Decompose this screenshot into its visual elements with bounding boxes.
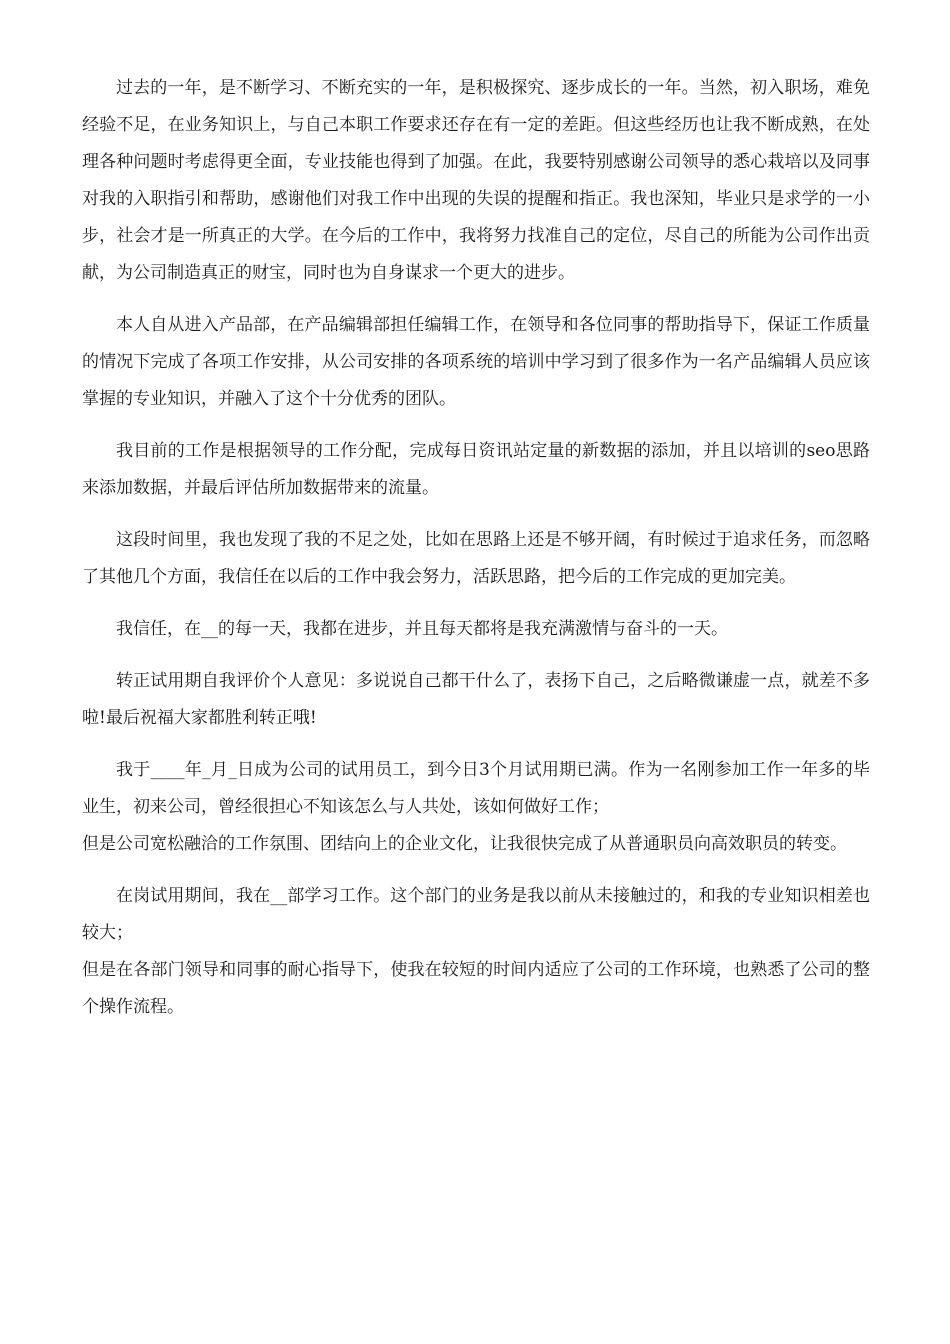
paragraph-1: 过去的一年，是不断学习、不断充实的一年，是积极探究、逐步成长的一年。当然，初入职场，难免经验不足，在业务知识上，与自己本职工作要求还存在有一定的差距。但这些经历也让我不断成熟，在处理各种问题时考虑得更全面，专业技能也得到了加强。在此，我要特别感谢公司领导的悉心栽培以及同事对我的入职指引和帮助，感谢他们对我工作中出现的失误的提醒和指正。我也深知，毕业只是求学的一小步，社会才是一所真正的大学。在今后的工作中，我将努力找准自己的定位，尽自己的所能为公司作出贡献，为公司制造真正的财宝，同时也为自身谋求一个更大的进步。 <box>82 78 870 283</box>
document-page <box>82 70 870 1041</box>
paragraph-8 <box>82 878 870 1026</box>
paragraph-5: 我信任，在__的每一天，我都在进步，并且每天都将是我充满激情与奋斗的一天。 <box>116 619 728 639</box>
paragraph-7 <box>82 752 870 863</box>
paragraph-7-part-2: 但是公司宽松融洽的工作氛围、团结向上的企业文化，让我很快完成了从普通职员向高效职员的转变。 <box>82 834 847 854</box>
paragraph-8-part-2: 但是在各部门领导和同事的耐心指导下，使我在较短的时间内适应了公司的工作环境，也熟悉了公司的整个操作流程。 <box>82 960 870 1017</box>
paragraph-7-part-1: 我于____年_月_日成为公司的试用员工，到今日3个月试用期已满。作为一名刚参加工作一年多的毕业生，初来公司，曾经很担心不知该怎么与人共处，该如何做好工作； <box>82 760 870 817</box>
paragraph-6: 转正试用期自我评价个人意见：多说说自己都干什么了，表扬下自己，之后略微谦虚一点，就差不多啦!最后祝福大家都胜利转正哦! <box>82 671 870 728</box>
paragraph-8-part-1: 在岗试用期间，我在__部学习工作。这个部门的业务是我以前从未接触过的，和我的专业知识相差也较大； <box>82 886 870 943</box>
paragraph-3: 我目前的工作是根据领导的工作分配，完成每日资讯站定量的新数据的添加，并且以培训的seo思路来添加数据，并最后评估所加数据带来的流量。 <box>82 441 870 498</box>
paragraph-2: 本人自从进入产品部，在产品编辑部担任编辑工作，在领导和各位同事的帮助指导下，保证工作质量的情况下完成了各项工作安排，从公司安排的各项系统的培训中学习到了很多作为一名产品编辑人员应该掌握的专业知识，并融入了这个十分优秀的团队。 <box>82 315 870 409</box>
paragraph-4: 这段时间里，我也发现了我的不足之处，比如在思路上还是不够开阔，有时候过于追求任务，而忽略了其他几个方面，我信任在以后的工作中我会努力，活跃思路，把今后的工作完成的更加完美。 <box>82 530 870 587</box>
